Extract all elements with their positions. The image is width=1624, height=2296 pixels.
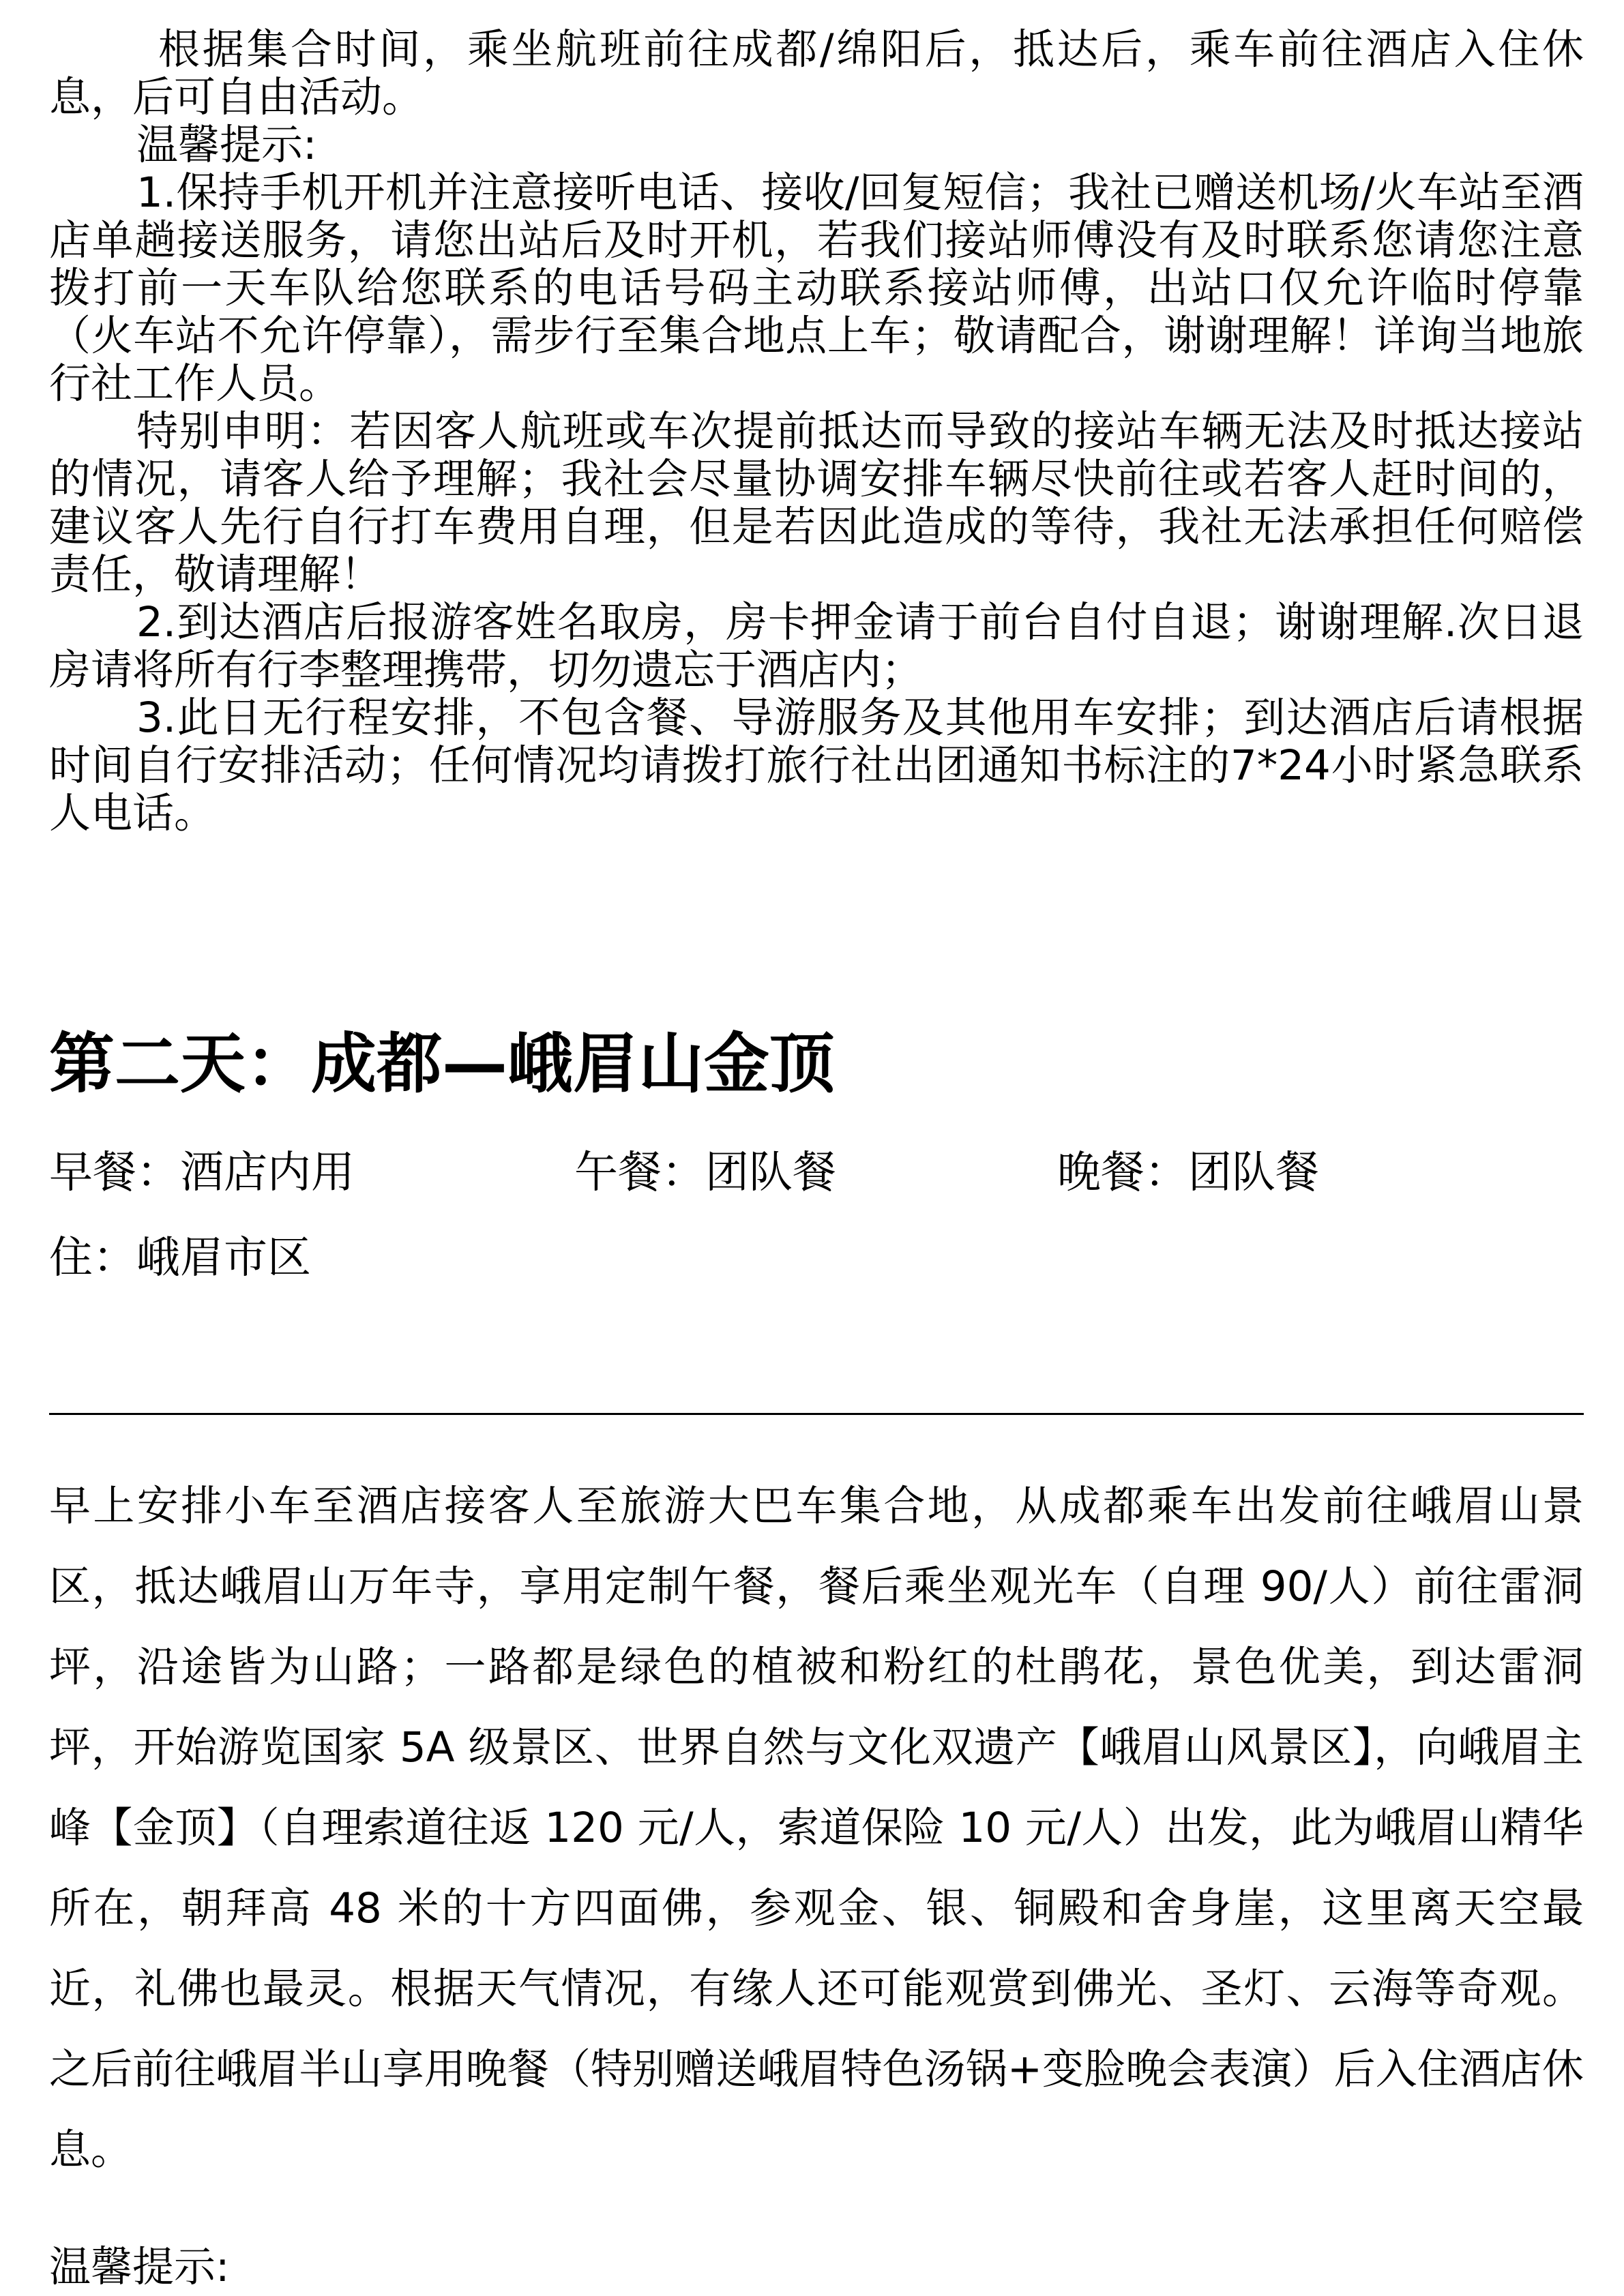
section-divider (49, 1413, 1584, 1415)
day2-meals-row (49, 1146, 1584, 1200)
day1-tip-1: 1.保持手机开机并注意接听电话、接收/回复短信；我社已赠送机场/火车站至酒店单趟接送服务，请您出站后及时开机，若我们接站师傅没有及时联系您请您注意拨打前一天车队给您联系的电话号码主动联系接站师傅，出站口仅允许临时停靠（火车站不允许停靠），需步行至集合地点上车；敬请配合，谢谢理解！详询当地旅行社工作人员。 (49, 168, 1584, 408)
day2-itinerary-paragraph: 早上安排小车至酒店接客人至旅游大巴车集合地，从成都乘车出发前往峨眉山景区，抵达峨眉山万年寺，享用定制午餐，餐后乘坐观光车（自理 90/人）前往雷洞坪，沿途皆为山路；一路都是绿色的植被和粉红的杜鹃花，景色优美，到达雷洞坪，开始游览国家 5A 级景区、世界自然与文化双遗产【峨眉山风景区】，向峨眉主峰【金顶】（自理索道往返 120 元/人，索道保险 10 元/人）出发，此为峨眉山精华所在，朝拜高 48 米的十方四面佛，参观金、银、铜殿和舍身崖，这里离天空最近，礼佛也最灵。根据天气情况，有缘人还可能观赏到佛光、圣灯、云海等奇观。之后前往峨眉半山享用晚餐（特别赠送峨眉特色汤锅+变脸晚会表演）后入住酒店休息。 (49, 1482, 1584, 2174)
day2-title: 第二天：成都—峨眉山金顶 (49, 1026, 835, 1102)
dinner-info: 晚餐：团队餐 (1057, 1148, 1319, 1198)
day1-section (49, 26, 1584, 837)
day2-lodging: 住：峨眉市区 (49, 1233, 311, 1283)
day2-tips-label: 温馨提示: (49, 2243, 230, 2291)
breakfast-info: 早餐：酒店内用 (49, 1148, 355, 1198)
day1-tips-label: 温馨提示: (136, 121, 317, 169)
day1-tip-2: 2.到达酒店后报游客姓名取房，房卡押金请于前台自付自退；谢谢理解.次日退房请将所有行李整理携带，切勿遗忘于酒店内； (49, 598, 1584, 694)
lunch-info: 午餐：团队餐 (574, 1148, 836, 1198)
day1-tip-3: 3.此日无行程安排，不包含餐、导游服务及其他用车安排；到达酒店后请根据时间自行安排活动；任何情况均请拨打旅行社出团通知书标注的7*24小时紧急联系人电话。 (49, 694, 1584, 837)
day1-intro-paragraph: 根据集合时间，乘坐航班前往成都/绵阳后，抵达后，乘车前往酒店入住休息，后可自由活动。 (49, 25, 1584, 121)
day1-special-note: 特别申明：若因客人航班或车次提前抵达而导致的接站车辆无法及时抵达接站的情况，请客人给予理解；我社会尽量协调安排车辆尽快前往或若客人赶时间的，建议客人先行自行打车费用自理，但是若因此造成的等待，我社无法承担任何赔偿责任，敬请理解！ (49, 407, 1584, 599)
